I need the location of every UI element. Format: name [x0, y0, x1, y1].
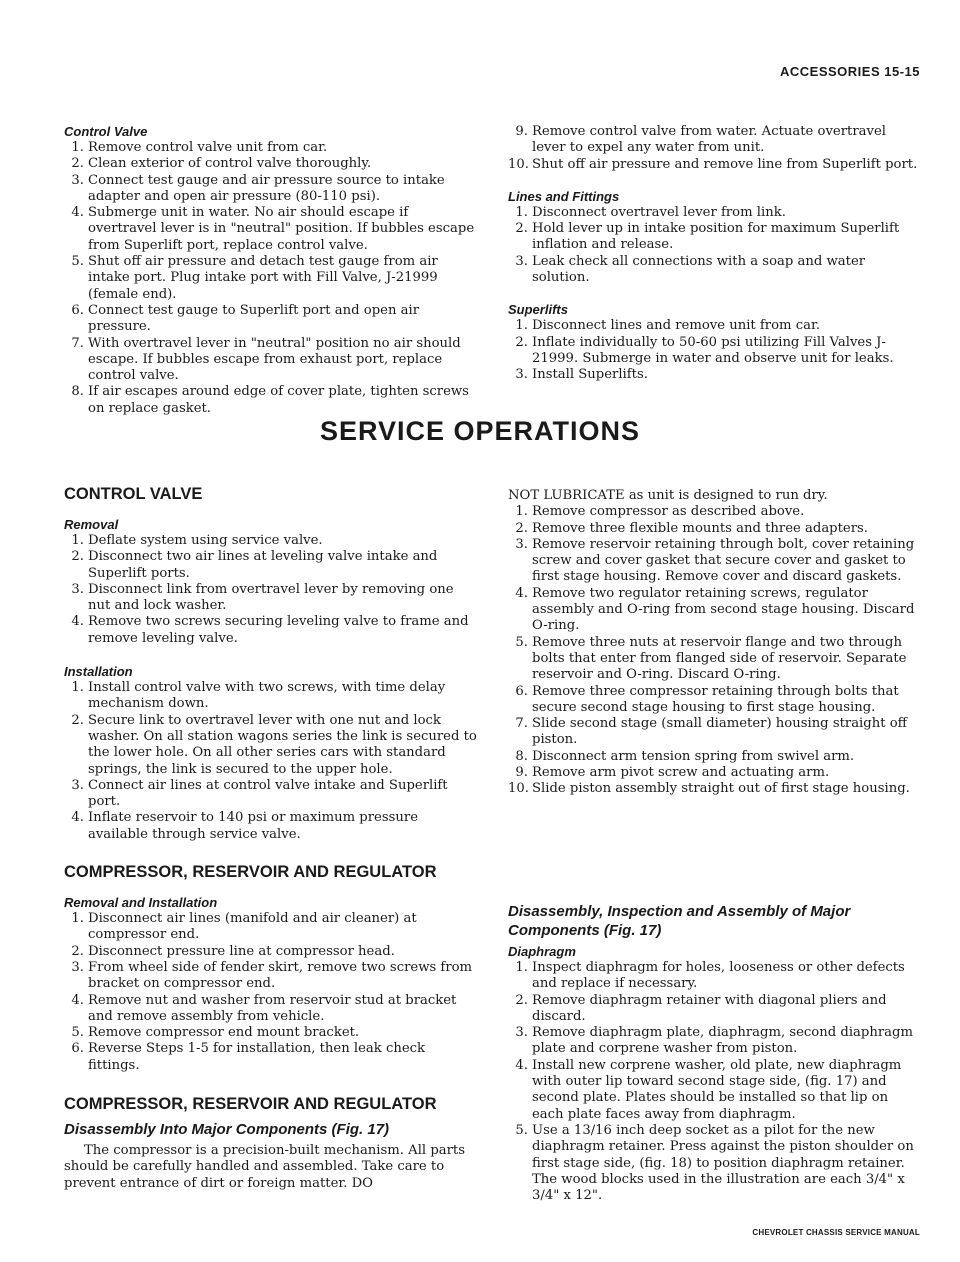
list-item: 3 . Install Superlifts. [508, 367, 922, 383]
control-valve-test-section [64, 124, 480, 417]
removal-installation-steps [64, 911, 480, 1074]
list-item: 4 . Remove two screws securing leveling valve to frame and remove leveling valve. [64, 614, 480, 647]
list-item: 4 . Inflate reservoir to 140 psi or maximum pressure available through service valve. [64, 810, 480, 843]
lines-fittings-steps [508, 205, 922, 286]
continued-paragraph: NOT LUBRICATE as unit is designed to run dry. [508, 488, 828, 503]
list-item: 4 . Remove two regulator retaining screws, regulator assembly and O-ring from second stage housing. Discard O-ring. [508, 586, 922, 635]
list-item: 1 . Deflate system using service valve. [64, 533, 480, 549]
list-item: 1 . Install control valve with two screws, with time delay mechanism down. [64, 680, 480, 713]
list-item: 8 . Disconnect arm tension spring from swivel arm. [508, 749, 922, 765]
list-item: 2 . Remove diaphragm retainer with diagonal pliers and discard. [508, 993, 922, 1026]
list-item: 7 . Slide second stage (small diameter) housing straight off piston. [508, 716, 922, 749]
control-valve-steps [64, 140, 480, 417]
list-item: 3 . Connect air lines at control valve intake and Superlift port. [64, 778, 480, 811]
top-right-section [508, 124, 922, 384]
list-item: 3 . Connect test gauge and air pressure source to intake adapter and open air pressure (80-110 psi). [64, 173, 480, 206]
compressor-heading: COMPRESSOR, RESERVOIR AND REGULATOR [64, 863, 437, 882]
list-item: 3 . Leak check all connections with a soap and water solution. [508, 254, 922, 287]
page-footer: CHEVROLET CHASSIS SERVICE MANUAL [752, 1228, 920, 1237]
lower-right-column [508, 488, 922, 798]
list-item: 7 . With overtravel lever in "neutral" position no air should escape. If bubbles escape from exhaust port, replace control valve. [64, 336, 480, 385]
list-item: 5 . Use a 13/16 inch deep socket as a pilot for the new diaphragm retainer. Press against the piston shoulder on first stage side, (fig. 18) to position diaphragm retainer. The wood blocks used in the illustration are each 3/4" x 3/4" x 12". [508, 1123, 922, 1204]
list-item: 6 . Connect test gauge to Superlift port and open air pressure. [64, 303, 480, 336]
list-item: 10 . Slide piston assembly straight out of first stage housing. [508, 781, 922, 797]
control-valve-steps-continued [508, 124, 922, 173]
list-item: 4 . Install new corprene washer, old plate, new diaphragm with outer lip toward second stage side, (fig. 17) and second plate. Plates should be installed so that lip on each plate faces away from diaphragm. [508, 1058, 922, 1123]
list-item: 5 . Remove three nuts at reservoir flange and two through bolts that enter from flanged side of reservoir. Separate reservoir and O-ring. Discard O-ring. [508, 635, 922, 684]
lines-fittings-heading: Lines and Fittings [508, 188, 620, 204]
section-heading: Control Valve [64, 124, 148, 139]
list-item: 1 . Disconnect lines and remove unit from car. [508, 318, 922, 334]
list-item: 6 . Remove three compressor retaining through bolts that secure second stage housing to first stage housing. [508, 684, 922, 717]
list-item: 10 . Shut off air pressure and remove line from Superlift port. [508, 157, 922, 173]
list-item: 1 . Remove control valve unit from car. [64, 140, 480, 156]
list-item: 1 . Remove compressor as described above. [508, 504, 922, 520]
list-item: 1 . Disconnect overtravel lever from link. [508, 205, 922, 221]
installation-heading: Installation [64, 664, 133, 680]
list-item: 3 . From wheel side of fender skirt, remove two screws from bracket on compressor end. [64, 960, 480, 993]
service-operations-title: SERVICE OPERATIONS [319, 416, 641, 446]
list-item: 6 . Reverse Steps 1-5 for installation, then leak check fittings. [64, 1041, 480, 1074]
page-header: ACCESSORIES 15-15 [780, 64, 920, 79]
list-item: 2 . Remove three flexible mounts and three adapters. [508, 521, 922, 537]
removal-steps [64, 533, 480, 647]
diaphragm-heading: Diaphragm [508, 944, 576, 959]
list-item: 4 . Submerge unit in water. No air should escape if overtravel lever is in "neutral" position. If bubbles escape from Superlift port, replace control valve. [64, 205, 480, 254]
removal-heading: Removal [64, 517, 119, 532]
disassembly-steps [508, 504, 922, 797]
list-item: 5 . Remove compressor end mount bracket. [64, 1025, 480, 1041]
list-item: 2 . Disconnect pressure line at compressor head. [64, 944, 480, 960]
list-item: 1 . Disconnect air lines (manifold and air cleaner) at compressor end. [64, 911, 480, 944]
compressor-heading-2: COMPRESSOR, RESERVOIR AND REGULATOR [64, 1095, 437, 1114]
diaphragm-section [508, 902, 922, 1204]
list-item: 2 . Disconnect two air lines at leveling valve intake and Superlift ports. [64, 549, 480, 582]
list-item: 3 . Remove reservoir retaining through bolt, cover retaining screw and cover gasket that secure cover and gasket to first stage housing. Remove cover and discard gaskets. [508, 537, 922, 586]
list-item: 9 . Remove arm pivot screw and actuating arm. [508, 765, 922, 781]
list-item: 5 . Shut off air pressure and detach test gauge from air intake port. Plug intake port with Fill Valve, J-21999 (female end). [64, 254, 480, 303]
diaphragm-steps [508, 960, 922, 1204]
dia-heading: Disassembly, Inspection and Assembly of Major Components (Fig. 17) [508, 903, 851, 939]
list-item: 3 . Remove diaphragm plate, diaphragm, second diaphragm plate and corprene washer from piston. [508, 1025, 922, 1058]
removal-installation-heading: Removal and Installation [64, 895, 218, 911]
superlifts-steps [508, 318, 922, 383]
list-item: 2 . Clean exterior of control valve thoroughly. [64, 156, 480, 172]
superlifts-heading: Superlifts [508, 302, 568, 318]
list-item: 8 . If air escapes around edge of cover plate, tighten screws on replace gasket. [64, 384, 480, 417]
installation-steps [64, 680, 480, 843]
list-item: 3 . Disconnect link from overtravel lever by removing one nut and lock washer. [64, 582, 480, 615]
list-item: 9 . Remove control valve from water. Actuate overtravel lever to expel any water from unit. [508, 124, 922, 157]
control-valve-heading: CONTROL VALVE [64, 485, 203, 503]
lower-left-column [64, 484, 480, 1192]
list-item: 2 . Inflate individually to 50-60 psi utilizing Fill Valves J-21999. Submerge in water and observe unit for leaks. [508, 335, 922, 368]
list-item: 2 . Secure link to overtravel lever with one nut and lock washer. On all station wagons series the link is secured to the lower hole. On all other series cars with standard springs, the link is secured to the upper hole. [64, 713, 480, 778]
list-item: 2 . Hold lever up in intake position for maximum Superlift inflation and release. [508, 221, 922, 254]
disassembly-heading: Disassembly Into Major Components (Fig. 17) [64, 1121, 390, 1139]
list-item: 1 . Inspect diaphragm for holes, looseness or other defects and replace if necessary. [508, 960, 922, 993]
list-item: 4 . Remove nut and washer from reservoir stud at bracket and remove assembly from vehicle. [64, 993, 480, 1026]
disassembly-paragraph: The compressor is a precision-built mechanism. All parts should be carefully handled and assembled. Take care to prevent entrance of dirt or foreign matter. DO [64, 1143, 466, 1191]
